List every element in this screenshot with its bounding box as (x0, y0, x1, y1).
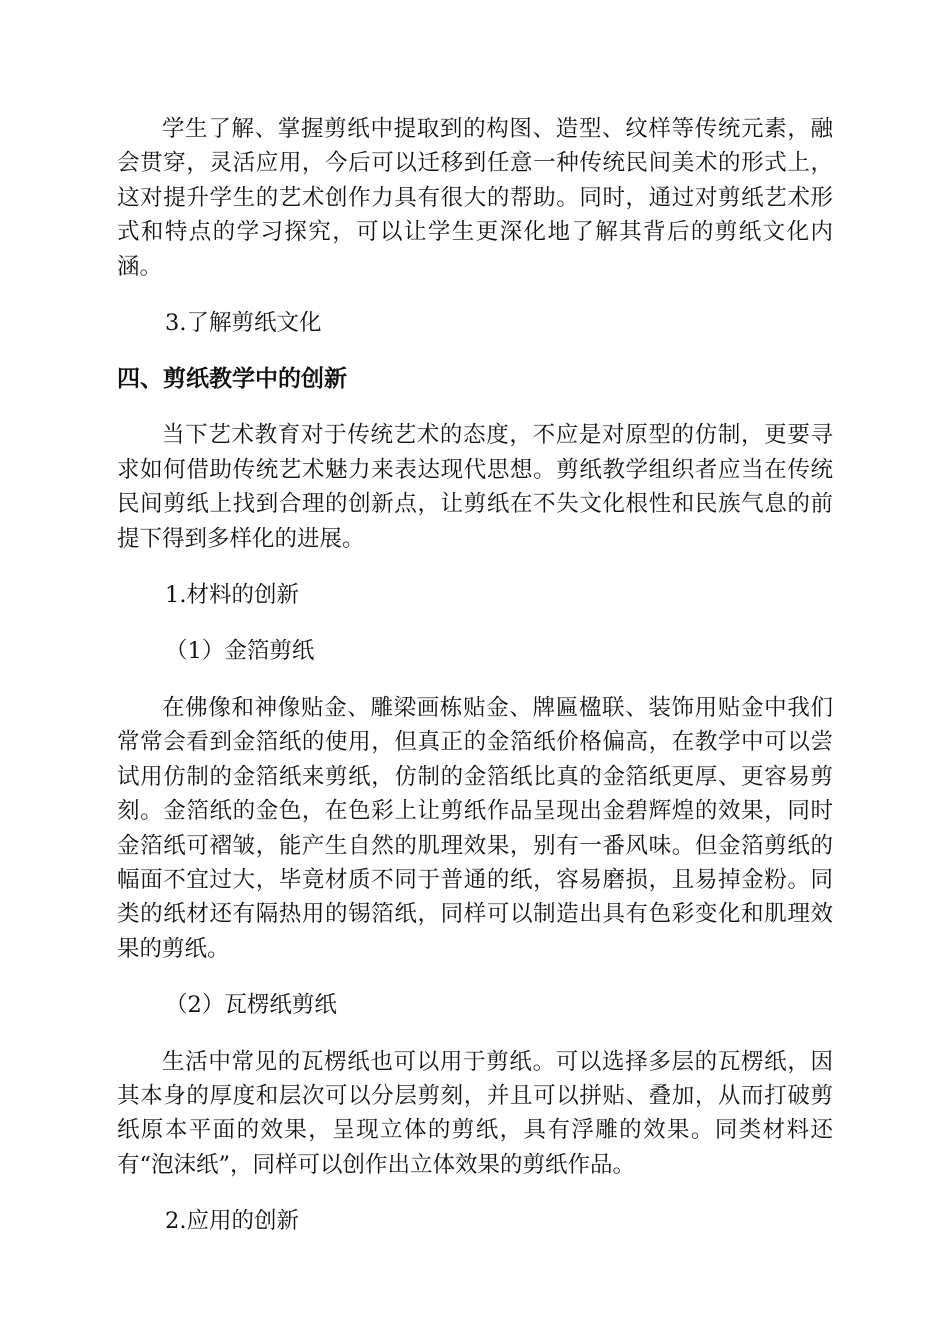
document-page (117, 112, 833, 1239)
subheading-application-innovation: 2.应用的创新 (165, 1208, 299, 1235)
subheading-gold-foil: （1）金箔剪纸 (165, 638, 315, 665)
paragraph-gold-foil: 在佛像和神像贴金、雕梁画栋贴金、牌匾楹联、装饰用贴金中我们常常会看到金箔纸的使用，但真正的金箔纸价格偏高，在教学中可以尝试用仿制的金箔纸来剪纸，仿制的金箔纸比真的金箔纸更厚、更容易剪刻。金箔纸的金色，在色彩上让剪纸作品呈现出金碧辉煌的效果，同时金箔纸可褶皱，能产生自然的肌理效果，别有一番风味。但金箔剪纸的幅面不宜过大，毕竟材质不同于普通的纸，容易磨损，且易掉金粉。同类的纸材还有隔热用的锡箔纸，同样可以制造出具有色彩变化和肌理效果的剪纸。 (117, 694, 833, 962)
paragraph-intro: 学生了解、掌握剪纸中提取到的构图、造型、纹样等传统元素，融会贯穿，灵活应用，今后可以迁移到任意一种传统民间美术的形式上，这对提升学生的艺术创作力具有很大的帮助。同时，通过对剪纸艺术形式和特点的学习探究，可以让学生更深化地了解其背后的剪纸文化内涵。 (117, 116, 833, 280)
subheading-material-innovation: 1.材料的创新 (165, 582, 299, 609)
paragraph-corrugated: 生活中常见的瓦楞纸也可以用于剪纸。可以选择多层的瓦楞纸，因其本身的厚度和层次可以分层剪刻，并且可以拼贴、叠加，从而打破剪纸原本平面的效果，呈现立体的剪纸，具有浮雕的效果。同类材料还有“泡沫纸”，同样可以创作出立体效果的剪纸作品。 (117, 1048, 833, 1178)
paragraph-innovation-overview: 当下艺术教育对于传统艺术的态度，不应是对原型的仿制，更要寻求如何借助传统艺术魅力来表达现代思想。剪纸教学组织者应当在传统民间剪纸上找到合理的创新点，让剪纸在不失文化根性和民族气息的前提下得到多样化的进展。 (117, 422, 833, 552)
subheading-corrugated: （2）瓦楞纸剪纸 (165, 992, 337, 1019)
subheading-understand-culture: 3.了解剪纸文化 (165, 310, 322, 337)
section-heading-innovation: 四、剪纸教学中的创新 (117, 366, 347, 393)
